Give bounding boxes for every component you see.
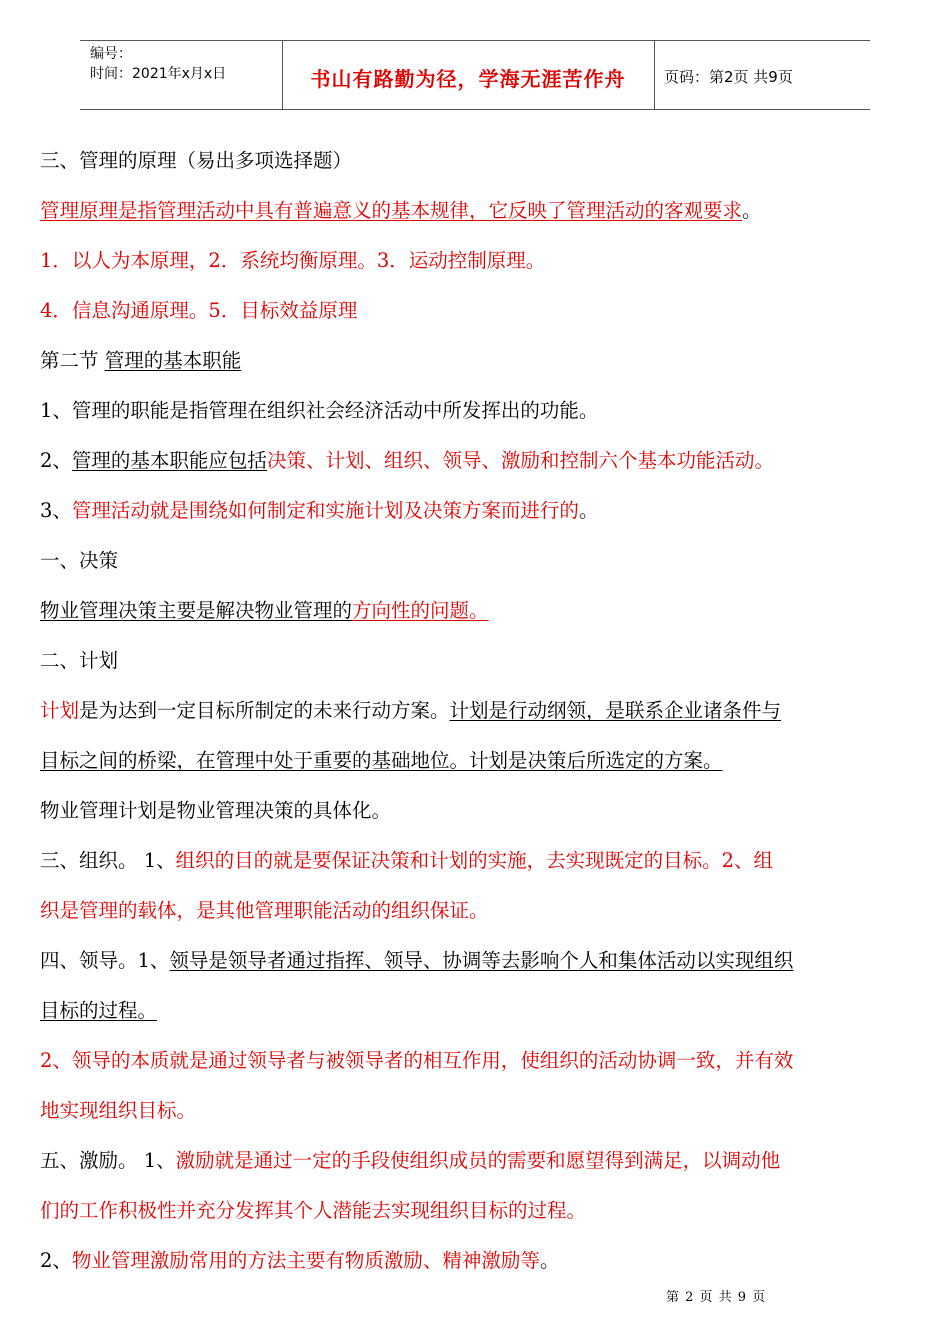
paragraph-lead-essence-line2: 地实现组织目标。 — [40, 1099, 197, 1122]
paragraph-principle-definition — [40, 198, 762, 224]
motivate-methods-text: 物业管理激励常用的方法主要有物质激励、精神激励等 — [71, 1249, 540, 1272]
plan-outline-text: 计划是行动纲领，是联系企业诸条件与 — [449, 699, 782, 722]
paragraph-motivate-line1 — [40, 1148, 780, 1174]
lead-text: 领导是领导者通过指挥、领导、协调等去影响个人和集体活动以实现组织 — [169, 949, 794, 972]
organize-heading: 三、组织。 1、 — [40, 849, 176, 872]
paragraph-motivate-line2: 们的工作积极性并充分发挥其个人潜能去实现组织目标的过程。 — [40, 1199, 587, 1222]
principle-definition-text: 管理原理是指管理活动中具有普遍意义的基本规律，它反映了管理活动的客观要求 — [40, 199, 743, 222]
paragraph-lead-line1 — [40, 948, 793, 974]
plan-keyword: 计划 — [40, 699, 80, 722]
header-meta-cell — [80, 41, 283, 109]
paragraph-decision — [40, 598, 489, 624]
page-number-label: 页码：第2页 共9页 — [664, 68, 793, 86]
paragraph-lead-line2: 目标的过程。 — [40, 999, 158, 1022]
motivate-text: 激励就是通过一定的手段使组织成员的需要和愿望得到满足，以调动他 — [175, 1149, 781, 1172]
period: 。 — [539, 1249, 560, 1272]
page-header — [80, 40, 870, 110]
paragraph-function-definition: 1、管理的职能是指管理在组织社会经济活动中所发挥出的功能。 — [40, 399, 599, 422]
decision-highlight: 方向性的问题。 — [352, 599, 489, 622]
item-number: 2、 — [40, 449, 72, 472]
principles-list-2: 4．信息沟通原理。5．目标效益原理 — [40, 299, 358, 322]
section-heading-functions — [40, 348, 241, 374]
basic-functions-lead: 管理的基本职能应包括 — [71, 449, 267, 472]
heading-plan: 二、计划 — [40, 649, 119, 672]
period: 。 — [742, 199, 762, 222]
header-page-cell — [654, 41, 870, 109]
number-label: 编号： — [90, 46, 132, 62]
paragraph-motivate-methods — [40, 1248, 559, 1274]
decision-text: 物业管理决策主要是解决物业管理的 — [40, 599, 353, 622]
paragraph-plan-line1 — [40, 698, 781, 724]
paragraph-organize-line2: 织是管理的载体，是其他管理职能活动的组织保证。 — [40, 899, 489, 922]
paragraph-plan-line2: 目标之间的桥梁，在管理中处于重要的基础地位。计划是决策后所选定的方案。 — [40, 749, 723, 772]
paragraph-basic-functions — [40, 448, 774, 474]
section-number: 第二节 — [40, 349, 105, 372]
principles-list-1: 1．以人为本原理，2．系统均衡原理。3．运动控制原理。 — [40, 249, 546, 272]
paragraph-organize-line1 — [40, 848, 773, 874]
header-motto-cell — [282, 41, 655, 109]
heading-decision: 一、决策 — [40, 549, 119, 572]
motivate-heading: 五、激励。 1、 — [40, 1149, 176, 1172]
date-label: 时间：2021年x月x日 — [90, 66, 227, 82]
section-title: 管理的基本职能 — [104, 349, 242, 372]
item-number: 2、 — [40, 1249, 72, 1272]
management-activity-text: 管理活动就是围绕如何制定和实施计划及决策方案而进行的 — [71, 499, 579, 522]
paragraph-management-activity — [40, 498, 598, 524]
basic-functions-list: 决策、计划、组织、领导、激励和控制六个基本功能活动。 — [266, 449, 774, 472]
plan-definition: 是为达到一定目标所制定的未来行动方案。 — [79, 699, 450, 722]
motto: 书山有路勤为径，学海无涯苦作舟 — [310, 67, 626, 91]
paragraph-plan-concrete: 物业管理计划是物业管理决策的具体化。 — [40, 799, 392, 822]
period: 。 — [578, 499, 599, 522]
page-footer: 第 2 页 共 9 页 — [666, 1290, 767, 1305]
lead-heading: 四、领导。1、 — [40, 949, 170, 972]
section-heading-principles: 三、管理的原理（易出多项选择题） — [40, 149, 353, 172]
item-number: 3、 — [40, 499, 72, 522]
organize-text: 组织的目的就是要保证决策和计划的实施，去实现既定的目标。2、组 — [175, 849, 774, 872]
paragraph-lead-essence-line1: 2、领导的本质就是通过领导者与被领导者的相互作用，使组织的活动协调一致，并有效 — [40, 1049, 794, 1072]
